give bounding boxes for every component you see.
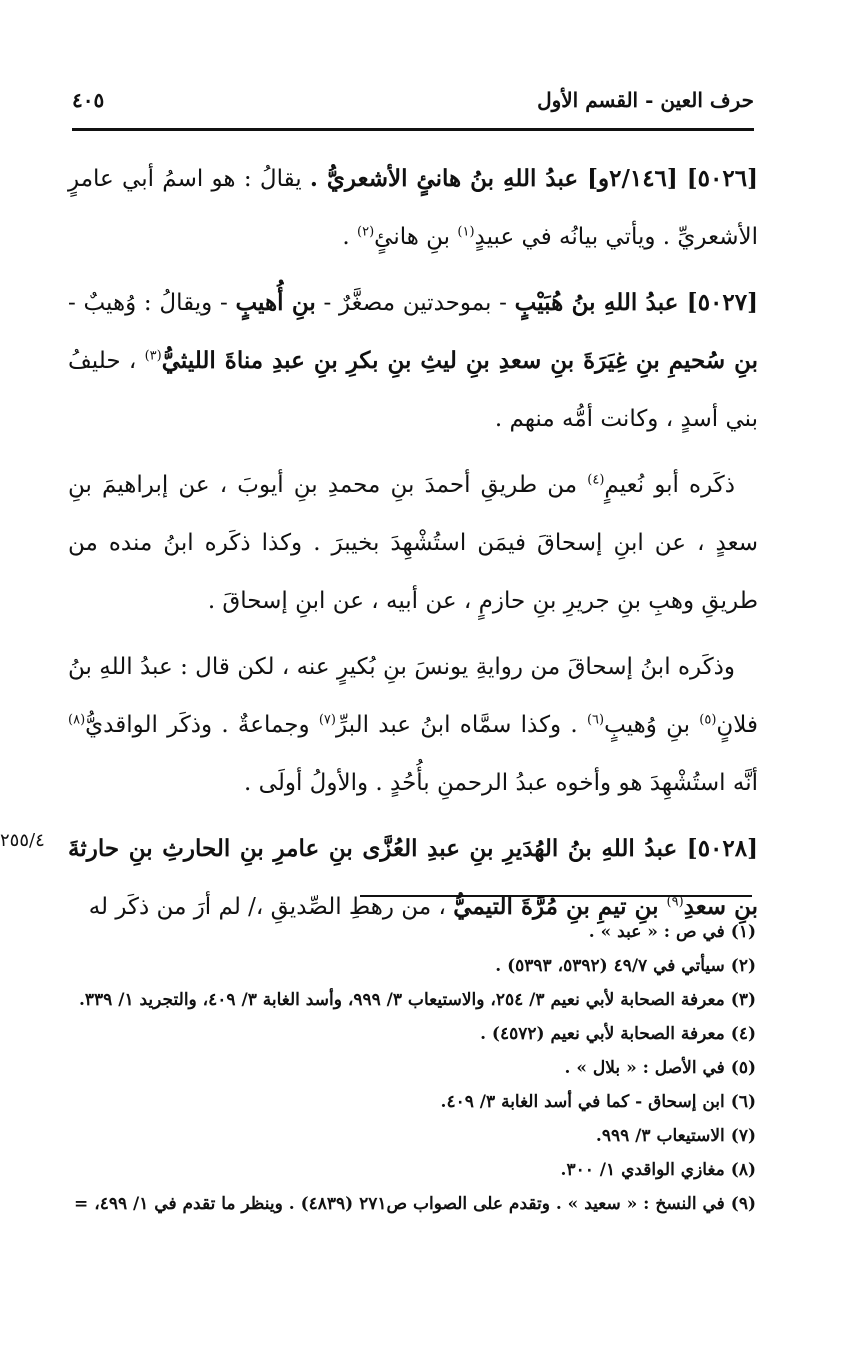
header-rule xyxy=(72,128,754,131)
footnote-ref: (٢) xyxy=(357,224,375,240)
footnote-number: (٤) xyxy=(730,1024,756,1044)
footnote-ref: (٩) xyxy=(666,894,684,910)
footnote xyxy=(66,915,756,949)
footnote-number: (١) xyxy=(730,922,756,942)
footnote-number: (٣) xyxy=(730,990,756,1010)
footnote xyxy=(66,983,756,1017)
footnote xyxy=(66,1085,756,1119)
paragraph-text: . وكذا سمَّاه ابنُ عبد البرِّ xyxy=(335,712,587,738)
footnote-number: (٥) xyxy=(730,1058,756,1078)
footnote-number: (٩) xyxy=(730,1194,756,1214)
paragraph-text: أنَّه استُشْهِدَ هو وأخوه عبدُ الرحمنِ بأُحُدٍ . والأولُ أولَى . xyxy=(244,770,758,796)
entry-heading: بنِ تيمِ بنِ مُرَّةَ التيميُّ xyxy=(453,893,667,920)
footnote-ref: (٤) xyxy=(587,472,605,488)
footnote xyxy=(66,1153,756,1187)
footnote-ref: (٣) xyxy=(144,348,162,364)
footnote-rule xyxy=(360,895,752,897)
footnote-ref: (٥) xyxy=(699,712,717,728)
main-text xyxy=(68,150,758,944)
entry-heading: بنِ سُحيمِ بنِ غِيَرَةَ بنِ سعدِ بنِ ليثِ بنِ بكرِ بنِ عبدِ مناةَ الليثيُّ xyxy=(161,347,758,374)
entry-heading: بنِ أُهيبٍ xyxy=(235,289,316,316)
footnote xyxy=(66,1119,756,1153)
entry-text: يقالُ : هو اسمُ أبي عامرٍ الأشعريِّ . ويأتي بيانُه في عبيدٍ xyxy=(68,166,758,250)
footnotes xyxy=(66,915,756,1221)
entry-text: - بموحدتين مصغَّرٌ - xyxy=(315,290,515,316)
footnote-ref: (٧) xyxy=(318,712,336,728)
footnote xyxy=(66,1017,756,1051)
footnote xyxy=(66,1187,756,1221)
paragraph-ibn-ishaq xyxy=(68,638,758,812)
paragraph-text: بنِ وُهيبٍ xyxy=(604,712,700,738)
header-title: حرف العين - القسم الأول xyxy=(537,88,754,112)
entry-text: بنِ هانئٍ xyxy=(374,224,458,250)
page-number: ٤٠٥ xyxy=(72,88,105,112)
entry-text: - ويقالُ : وُهيبٌ - xyxy=(68,290,236,316)
entry-5026 xyxy=(68,150,758,266)
footnote-text: ابن إسحاق - كما في أسد الغابة ٣/ ٤٠٩. xyxy=(440,1092,725,1112)
entry-5027 xyxy=(68,274,758,448)
entry-heading: [٥٠٢٨] عبدُ اللهِ بنُ الهُدَيرِ بنِ عبدِ العُزَّى بنِ عامرِ بنِ الحارثِ بنِ حارثةَ بنِ سعدِ xyxy=(68,835,758,920)
footnote-number: (٢) xyxy=(730,956,756,976)
footnote-text: معرفة الصحابة لأبي نعيم ٣/ ٢٥٤، والاستيعاب ٣/ ٩٩٩، وأسد الغابة ٣/ ٤٠٩، والتجريد ١/ ٣٣٩. xyxy=(78,990,725,1010)
footnote-text: في النسخ : « سعيد » . وتقدم على الصواب ص٢٧١ (٤٨٣٩) . وينظر ما تقدم في ١/ ٤٩٩، = xyxy=(74,1194,725,1214)
footnote xyxy=(66,949,756,983)
footnote-ref: (٦) xyxy=(586,712,605,728)
entry-heading: [٥٠٢٦] [٢/١٤٦و] عبدُ اللهِ بنُ هانئٍ الأشعريُّ . xyxy=(309,165,758,192)
entry-text: . xyxy=(342,224,358,250)
paragraph-abu-nuaym xyxy=(68,456,758,630)
footnote-number: (٨) xyxy=(730,1160,756,1180)
footnote-text: في ص : « عبد » . xyxy=(588,922,725,942)
paragraph-text: من طريقِ أحمدَ بنِ محمدِ بنِ أيوبَ ، عن إبراهيمَ بنِ سعدٍ ، عن ابنِ إسحاقَ فيمَن استُشْهِدَ بخيبرَ . وكذا ذكَره ابنُ منده من طريقِ وهبِ بنِ جريرِ بنِ حازمٍ ، عن أبيه ، عن ابنِ إسحاقَ . xyxy=(68,472,758,614)
running-header xyxy=(72,84,754,124)
entry-text: ، حليفُ بني أسدٍ ، وكانت أمُّه منهم . xyxy=(68,348,758,432)
footnote-number: (٦) xyxy=(730,1092,756,1112)
entry-heading: [٥٠٢٧] عبدُ اللهِ بنُ هُبَيْبٍ xyxy=(514,289,758,316)
footnote-text: سيأتي في ٤٩/٧ (٥٣٩٢، ٥٣٩٣) . xyxy=(495,956,725,976)
footnote-ref: (٨) xyxy=(68,712,86,728)
footnote-text: في الأصل : « بلال » . xyxy=(564,1058,725,1078)
paragraph-text: وذكَره ابنُ إسحاقَ من روايةِ يونسَ بنِ بُكيرٍ عنه ، لكن قال : عبدُ اللهِ بنُ فلانٍ xyxy=(68,654,759,738)
paragraph-text: ذكَره أبو نُعيمٍ xyxy=(604,472,735,498)
footnote-number: (٧) xyxy=(730,1126,756,1146)
footnote-text: مغازي الواقدي ١/ ٣٠٠. xyxy=(560,1160,725,1180)
footnote-text: الاستيعاب ٣/ ٩٩٩. xyxy=(595,1126,725,1146)
paragraph-text: وجماعةٌ . وذكَر الواقديُّ xyxy=(85,712,319,738)
footnote-text: معرفة الصحابة لأبي نعيم (٤٥٧٢) . xyxy=(480,1024,725,1044)
entry-text: ، من رهطِ الصِّديقِ ،/ لم أرَ من ذكَر له xyxy=(88,894,454,920)
footnote xyxy=(66,1051,756,1085)
margin-page-ref: ٢٥٥/٤ xyxy=(0,830,45,851)
footnote-ref: (١) xyxy=(457,224,475,240)
